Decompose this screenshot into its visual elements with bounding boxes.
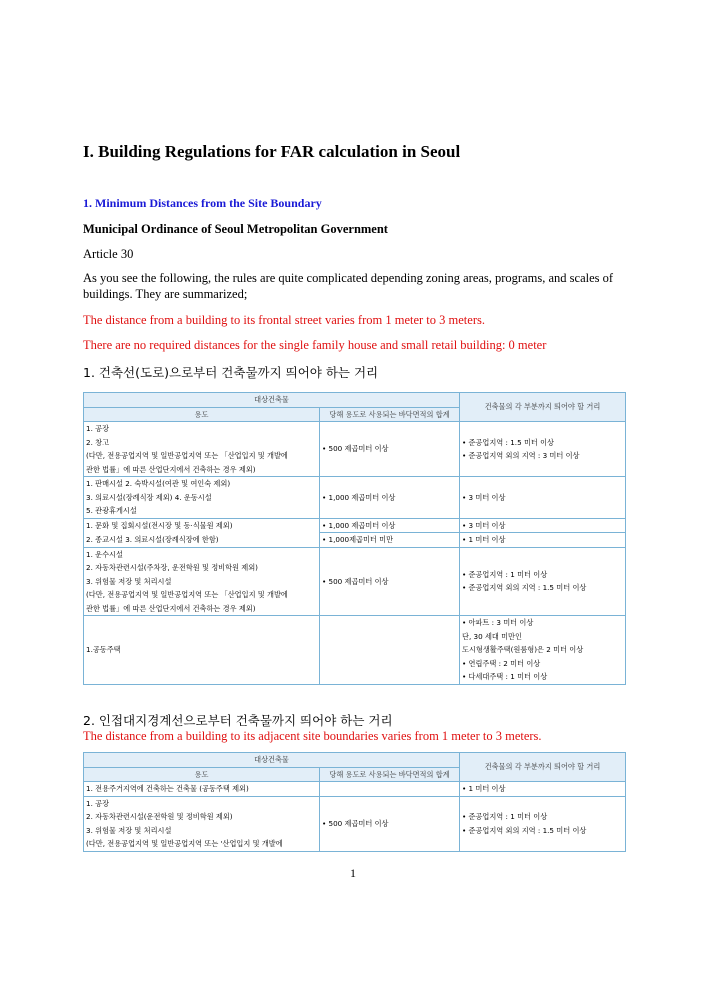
table1-use-cell: 1. 문화 및 집회시설(전시장 및 동·식물원 제외) 2. 종교시설 3. 의료시설(장례식장에 한함) bbox=[84, 518, 320, 547]
table1-header-area: 당해 용도로 사용되는 바닥면적의 합계 bbox=[320, 407, 460, 422]
table1-heading: 1. 건축선(도로)으로부터 건축물까지 띄어야 하는 거리 bbox=[83, 365, 379, 380]
table2-header-distance: 건축물의 각 부분까지 띄어야 할 거리 bbox=[460, 753, 626, 782]
table1-distance-cell: • 3 미터 이상 bbox=[460, 518, 626, 533]
table1-header-target: 대상건축물 bbox=[84, 393, 460, 408]
table1-use-cell: 1. 운수시설 2. 자동차관련시설(주차장, 운전학원 및 정비학원 제외) 3. 위험물 저장 및 처리시설 (다만, 전용공업지역 및 일반공업지역 또는 「산업입지 및 개발에 관한 법률」에 따른 산업단지에서 건축하는 경우 제외) bbox=[84, 547, 320, 616]
table2-area-cell: • 500 제곱미터 이상 bbox=[320, 796, 460, 851]
table1-area-cell: • 1,000 제곱미터 이상 bbox=[320, 518, 460, 533]
table-row bbox=[84, 796, 626, 851]
table1-use-cell: 1. 공장 2. 창고 (다만, 전용공업지역 및 일반공업지역 또는 「산업입지 및 개발에 관한 법률」에 따른 산업단지에서 건축하는 경우 제외) bbox=[84, 422, 320, 477]
table-row bbox=[84, 782, 626, 797]
table1-distance-cell: • 1 미터 이상 bbox=[460, 533, 626, 548]
frontal-distance-table bbox=[83, 392, 626, 685]
table-row bbox=[84, 477, 626, 519]
section-heading: 1. Minimum Distances from the Site Boundary bbox=[83, 196, 322, 210]
table1-use-cell: 1. 판매시설 2. 숙박시설(여관 및 여인숙 제외) 3. 의료시설(장례식장 제외) 4. 운동시설 5. 관광휴게시설 bbox=[84, 477, 320, 519]
table-row bbox=[84, 547, 626, 616]
table1-distance-cell: • 3 미터 이상 bbox=[460, 477, 626, 519]
table1-use-cell: 1.공동주택 bbox=[84, 616, 320, 685]
ordinance-name: Municipal Ordinance of Seoul Metropolitan Government bbox=[83, 222, 388, 236]
adjacent-distance-table bbox=[83, 752, 626, 852]
table1-header-use: 용도 bbox=[84, 407, 320, 422]
table1-area-cell: • 500 제곱미터 이상 bbox=[320, 422, 460, 477]
page-title: I. Building Regulations for FAR calculation in Seoul bbox=[83, 142, 461, 161]
page-number: 1 bbox=[350, 866, 356, 880]
table2-distance-cell: • 준공업지역 : 1 미터 이상 • 준공업지역 외의 지역 : 1.5 미터 이상 bbox=[460, 796, 626, 851]
table1-distance-cell: • 아파트 : 3 미터 이상 단, 30 세대 미만인 도시형생활주택(원룸형)은 2 미터 이상 • 연립주택 : 2 미터 이상 • 다세대주택 : 1 미터 이상 bbox=[460, 616, 626, 685]
table1-area-cell: • 500 제곱미터 이상 bbox=[320, 547, 460, 616]
table2-heading: 2. 인접대지경계선으로부터 건축물까지 띄어야 하는 거리 bbox=[83, 713, 393, 728]
table1-area-cell: • 1,000제곱미터 미만 bbox=[320, 533, 460, 548]
table-row bbox=[84, 616, 626, 685]
table1-distance-cell: • 준공업지역 : 1 미터 이상 • 준공업지역 외의 지역 : 1.5 미터 이상 bbox=[460, 547, 626, 616]
table2-use-cell: 1. 전용주거지역에 건축하는 건축물 (공동주택 제외) bbox=[84, 782, 320, 797]
table1-distance-cell: • 준공업지역 : 1.5 미터 이상 • 준공업지역 외의 지역 : 3 미터 이상 bbox=[460, 422, 626, 477]
article-label: Article 30 bbox=[83, 247, 134, 261]
table-row bbox=[84, 422, 626, 477]
table2-header-area: 당해 용도로 사용되는 바닥면적의 합계 bbox=[320, 767, 460, 782]
table1-header-distance: 건축물의 각 부분까지 띄어야 할 거리 bbox=[460, 393, 626, 422]
frontal-distance-note: The distance from a building to its frontal street varies from 1 meter to 3 meters. bbox=[83, 313, 485, 327]
table2-header-use: 용도 bbox=[84, 767, 320, 782]
table2-distance-cell: • 1 미터 이상 bbox=[460, 782, 626, 797]
single-house-note: There are no required distances for the single family house and small retail building: 0 meter bbox=[83, 338, 547, 352]
table2-area-cell bbox=[320, 782, 460, 797]
table1-area-cell: • 1,000 제곱미터 이상 bbox=[320, 477, 460, 519]
table2-header-target: 대상건축물 bbox=[84, 753, 460, 768]
table1-area-cell bbox=[320, 616, 460, 685]
summary-paragraph: As you see the following, the rules are quite complicated depending zoning areas, programs, and scales of buildings. They are summarized; bbox=[83, 271, 614, 301]
adjacent-distance-note: The distance from a building to its adjacent site boundaries varies from 1 meter to 3 meters. bbox=[83, 729, 542, 743]
table2-use-cell: 1. 공장 2. 자동차관련시설(운전학원 및 정비학원 제외) 3. 위험물 저장 및 처리시설 (다만, 전용공업지역 및 일반공업지역 또는 '산업입지 및 개발에 bbox=[84, 796, 320, 851]
table-row bbox=[84, 518, 626, 533]
